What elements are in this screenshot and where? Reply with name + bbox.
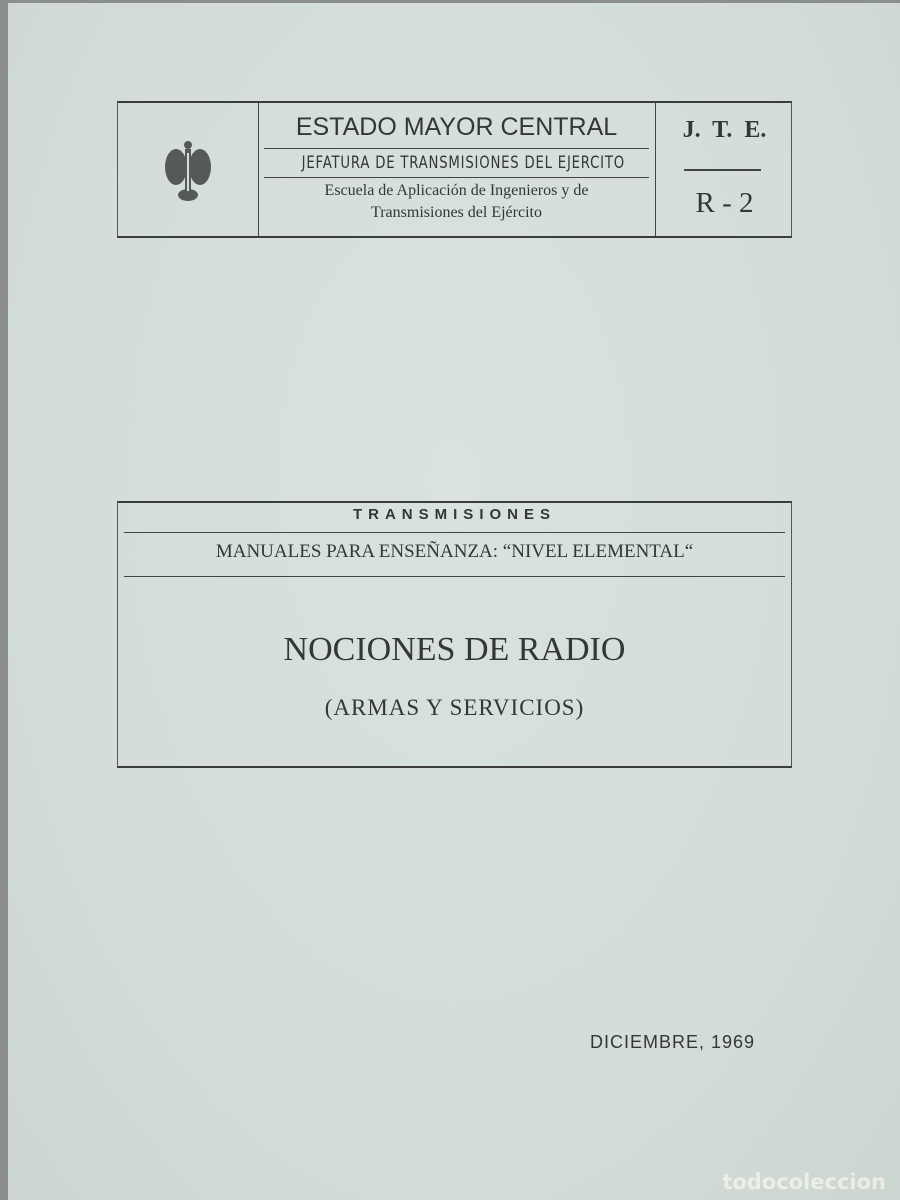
divider	[684, 169, 761, 171]
document-cover	[8, 3, 900, 1200]
code-top: J. T. E.	[682, 117, 767, 143]
series-label: TRANSMISIONES	[352, 506, 556, 523]
code-bottom: R - 2	[695, 187, 754, 219]
eagle-coat-of-arms-icon	[162, 139, 214, 205]
divider	[124, 576, 785, 577]
header-subtitle: JEFATURA DE TRANSMISIONES DEL EJERCITO	[301, 153, 625, 173]
publication-date: DICIEMBRE, 1969	[590, 1032, 756, 1052]
title-box	[117, 501, 792, 768]
header-title: ESTADO MAYOR CENTRAL	[295, 113, 618, 141]
divider	[124, 532, 785, 533]
watermark: todocoleccion	[722, 1170, 886, 1194]
school-line-2: Transmisiones del Ejército	[371, 204, 542, 221]
document-subtitle: (ARMAS Y SERVICIOS)	[324, 695, 585, 720]
divider	[264, 148, 649, 149]
document-title: NOCIONES DE RADIO	[283, 631, 626, 668]
school-line-1: Escuela de Aplicación de Ingenieros y de	[324, 182, 589, 199]
header-box	[117, 101, 792, 238]
divider	[264, 177, 649, 178]
collection-label: MANUALES PARA ENSEÑANZA: “NIVEL ELEMENTAL“	[215, 541, 694, 562]
